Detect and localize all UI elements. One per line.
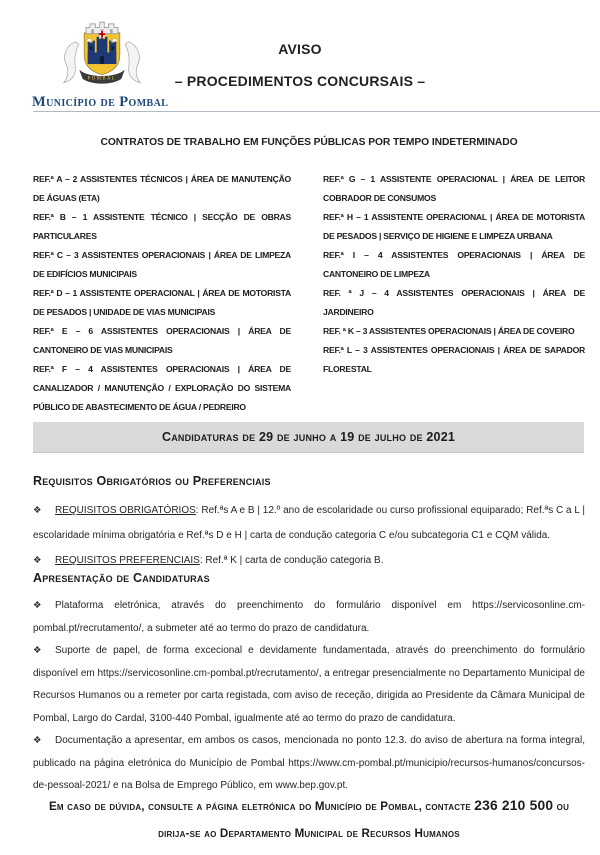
apresentacao-heading: Apresentação de Candidaturas	[33, 571, 210, 585]
ref-item-l: REF.ª L – 3 ASSISTENTES OPERACIONAIS | ÁREA DE SAPADOR FLORESTAL	[323, 345, 585, 374]
requirement-lead: REQUISITOS PREFERENCIAIS	[55, 555, 200, 566]
reference-column-right	[323, 170, 585, 417]
application-item-papel	[33, 640, 585, 730]
ref-item-a: REF.ª A – 2 ASSISTENTES TÉCNICOS | ÁREA DE MANUTENÇÃO DE ÁGUAS (ETA)	[33, 174, 291, 203]
ref-item-e: REF.ª E – 6 ASSISTENTES OPERACIONAIS | ÁREA DE CANTONEIRO DE VIAS MUNICIPAIS	[33, 326, 291, 355]
application-text: Suporte de papel, de forma excecional e devidamente fundamentada, através do preenchimento do formulário disponível em https://servicosonline.cm-pombal.pt/recrutamento/, a entregar presencialmente no Departamento Municipal de Recursos Humanos ou a remeter por carta registada, com aviso de receção, dirigida ao Presidente da Câmara Municipal de Pombal, Largo do Cardal, 3100-440 Pombal, igualmente até ao termo do prazo de candidatura.	[33, 645, 585, 724]
requisitos-section	[33, 474, 585, 573]
municipio-name: Município de Pombal	[32, 94, 169, 110]
reference-column-left	[33, 170, 291, 417]
ref-item-d: REF.ª D – 1 ASSISTENTE OPERACIONAL | ÁREA DE MOTORISTA DE PESADOS | UNIDADE DE VIAS MUNICIPAIS	[33, 288, 291, 317]
ref-item-j: REF. ª J – 4 ASSISTENTES OPERACIONAIS | ÁREA DE JARDINEIRO	[323, 288, 585, 317]
footer-note	[33, 792, 585, 847]
diamond-bullet-icon: ❖	[33, 555, 42, 566]
requirement-text: : Ref.ªs A e B | 12.º ano de escolaridade ou curso profissional equiparado; Ref.ªs C a L | escolaridade mínima obrigatória e Ref.ªs D e H | carta de condução categoria C e/ou subcategoria C1 e CQM válida.	[33, 505, 585, 541]
footer-text-post: ou dirija-se ao Departamento Municipal de Recursos Humanos	[158, 800, 570, 840]
requirement-lead: REQUISITOS OBRIGATÓRIOS	[55, 505, 196, 516]
ref-item-k: REF. ª K – 3 ASSISTENTES OPERACIONAIS | ÁREA DE COVEIRO	[323, 326, 575, 336]
contracts-title: CONTRATOS DE TRABALHO EM FUNÇÕES PÚBLICAS POR TEMPO INDETERMINADO	[100, 137, 518, 148]
candidaturas-banner	[33, 422, 584, 453]
apresentacao-section	[33, 571, 585, 798]
requisitos-heading: Requisitos Obrigatórios ou Preferenciais	[33, 474, 271, 488]
application-text: Documentação a apresentar, em ambos os casos, mencionada no ponto 12.3. do aviso de abertura na forma integral, publicado na página eletrónica do Município de Pombal https://www.cm-pombal.pt/municipio/recursos-humanos/concursos-de-pessoal-2021/ e na Bolsa de Emprego Público, em www.bep.gov.pt.	[33, 735, 585, 791]
ref-item-h: REF.ª H – 1 ASSISTENTE OPERACIONAL | ÁREA DE MOTORISTA DE PESADOS | SERVIÇO DE HIGIENE E LIMPEZA URBANA	[323, 212, 585, 241]
ref-item-g: REF.ª G – 1 ASSISTENTE OPERACIONAL | ÁREA DE LEITOR COBRADOR DE CONSUMOS	[323, 174, 585, 203]
requirement-item-preferenciais	[33, 548, 585, 573]
ref-item-c: REF.ª C – 3 ASSISTENTES OPERACIONAIS | ÁREA DE LIMPEZA DE EDIFÍCIOS MUNICIPAIS	[33, 250, 291, 279]
diamond-bullet-icon: ❖	[33, 735, 42, 746]
aviso-title: AVISO	[278, 41, 322, 57]
requirement-item-obrigatorios	[33, 498, 585, 548]
application-text: Plataforma eletrónica, através do preenchimento do formulário disponível em https://servicosonline.cm-pombal.pt/recrutamento/, a submeter até ao termo do prazo de candidatura.	[33, 600, 585, 634]
ref-item-b: REF.ª B – 1 ASSISTENTE TÉCNICO | SECÇÃO DE OBRAS PARTICULARES	[33, 212, 291, 241]
candidaturas-dates: Candidaturas de 29 de junho a 19 de julho de 2021	[161, 430, 456, 444]
phone-number: 236 210 500	[474, 798, 554, 813]
footer-text-pre: Em caso de dúvida, consulte a página eletrónica do Município de Pombal, contacte	[48, 800, 475, 813]
diamond-bullet-icon: ❖	[33, 645, 42, 656]
application-item-documentacao	[33, 730, 585, 798]
procedimentos-title: – PROCEDIMENTOS CONCURSAIS –	[174, 73, 426, 89]
ref-item-f: REF.ª F – 4 ASSISTENTES OPERACIONAIS | ÁREA DE CANALIZADOR / MANUTENÇÃO / EXPLORAÇÃO DO SISTEMA PÚBLICO DE ABASTECIMENTO DE ÁGUA / PEDREIRO	[33, 364, 291, 412]
diamond-bullet-icon: ❖	[33, 505, 42, 516]
header-divider	[33, 111, 600, 112]
ref-item-i: REF.ª I – 4 ASSISTENTES OPERACIONAIS | ÁREA DE CANTONEIRO DE LIMPEZA	[323, 250, 585, 279]
logo-ribbon-label: POMBAL	[87, 76, 117, 82]
application-item-plataforma	[33, 595, 585, 640]
reference-list	[33, 170, 585, 417]
diamond-bullet-icon: ❖	[33, 600, 42, 611]
requirement-text: : Ref.ª K | carta de condução categoria B.	[199, 555, 384, 566]
